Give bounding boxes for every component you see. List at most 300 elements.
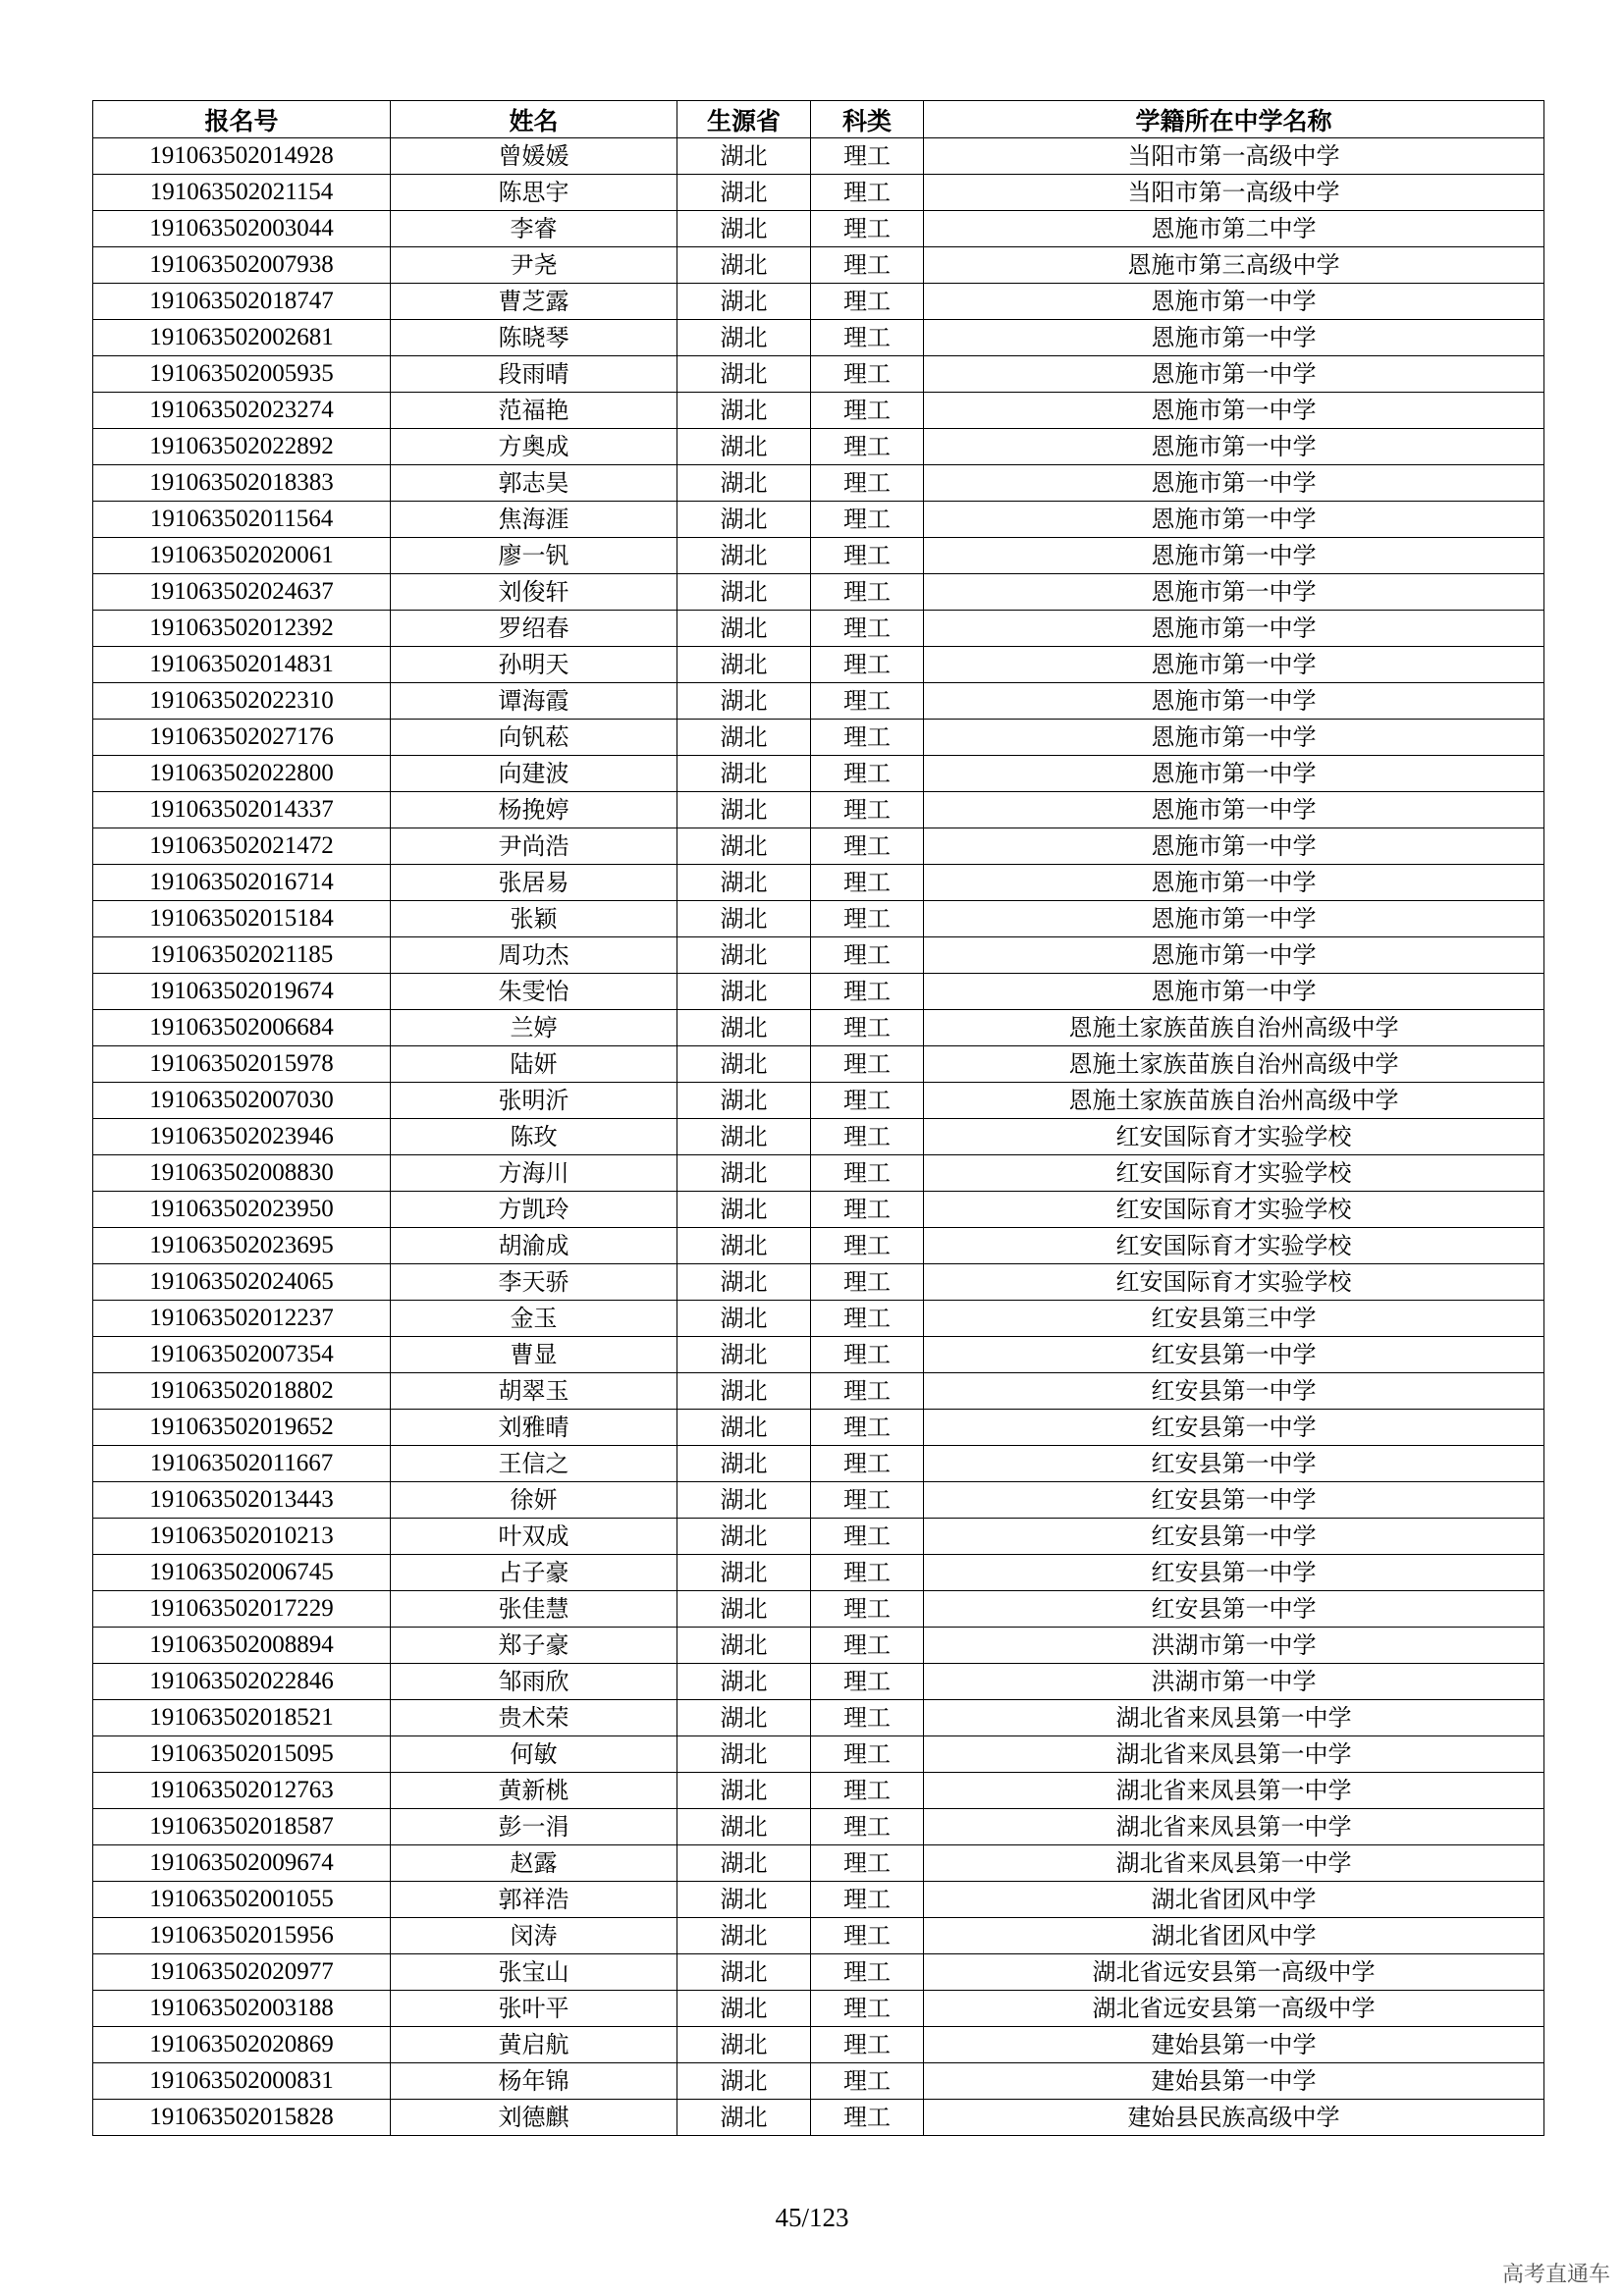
province-cell: 湖北 <box>677 465 811 502</box>
registration-number-cell: 191063502015095 <box>93 1736 391 1773</box>
name-cell: 周功杰 <box>391 937 677 974</box>
registration-number-cell: 191063502016714 <box>93 865 391 901</box>
school-cell: 湖北省团风中学 <box>924 1918 1544 1954</box>
table-row <box>93 465 1544 502</box>
registration-number-cell: 191063502018383 <box>93 465 391 502</box>
registration-number-cell: 191063502020977 <box>93 1954 391 1991</box>
school-cell: 当阳市第一高级中学 <box>924 138 1544 175</box>
name-cell: 王信之 <box>391 1446 677 1482</box>
category-cell: 理工 <box>811 1337 924 1373</box>
name-cell: 方海川 <box>391 1155 677 1192</box>
name-cell: 陈思宇 <box>391 175 677 211</box>
name-cell: 陈玫 <box>391 1119 677 1155</box>
province-cell: 湖北 <box>677 1628 811 1664</box>
school-cell: 恩施市第一中学 <box>924 683 1544 720</box>
school-cell: 恩施市第一中学 <box>924 538 1544 574</box>
table-row <box>93 1083 1544 1119</box>
category-cell: 理工 <box>811 1664 924 1700</box>
category-cell: 理工 <box>811 247 924 284</box>
name-cell: 胡渝成 <box>391 1228 677 1264</box>
table-row <box>93 1046 1544 1083</box>
school-cell: 红安县第一中学 <box>924 1555 1544 1591</box>
category-cell: 理工 <box>811 792 924 828</box>
school-cell: 红安国际育才实验学校 <box>924 1155 1544 1192</box>
registration-number-cell: 191063502007030 <box>93 1083 391 1119</box>
category-cell: 理工 <box>811 828 924 865</box>
registration-number-cell: 191063502017229 <box>93 1591 391 1628</box>
province-cell: 湖北 <box>677 429 811 465</box>
province-cell: 湖北 <box>677 138 811 175</box>
name-cell: 尹尚浩 <box>391 828 677 865</box>
category-cell: 理工 <box>811 211 924 247</box>
province-cell: 湖北 <box>677 647 811 683</box>
table-row <box>93 974 1544 1010</box>
school-cell: 洪湖市第一中学 <box>924 1664 1544 1700</box>
school-cell: 湖北省来凤县第一中学 <box>924 1736 1544 1773</box>
school-cell: 恩施市第一中学 <box>924 865 1544 901</box>
registration-number-cell: 191063502012763 <box>93 1773 391 1809</box>
header-province: 生源省 <box>677 101 811 138</box>
table-row <box>93 1155 1544 1192</box>
name-cell: 李睿 <box>391 211 677 247</box>
province-cell: 湖北 <box>677 1736 811 1773</box>
name-cell: 张颖 <box>391 901 677 937</box>
registration-number-cell: 191063502014831 <box>93 647 391 683</box>
registration-number-cell: 191063502018521 <box>93 1700 391 1736</box>
table-row <box>93 1010 1544 1046</box>
table-row <box>93 1373 1544 1410</box>
registration-number-cell: 191063502014337 <box>93 792 391 828</box>
registration-number-cell: 191063502020061 <box>93 538 391 574</box>
registration-number-cell: 191063502024065 <box>93 1264 391 1301</box>
registration-number-cell: 191063502012392 <box>93 611 391 647</box>
table-row <box>93 138 1544 175</box>
school-cell: 湖北省远安县第一高级中学 <box>924 1954 1544 1991</box>
school-cell: 红安县第一中学 <box>924 1482 1544 1519</box>
school-cell: 湖北省来凤县第一中学 <box>924 1773 1544 1809</box>
table-row <box>93 1664 1544 1700</box>
table-row <box>93 2063 1544 2100</box>
registration-number-cell: 191063502006745 <box>93 1555 391 1591</box>
name-cell: 廖一钒 <box>391 538 677 574</box>
table-row <box>93 2100 1544 2136</box>
school-cell: 恩施市第一中学 <box>924 974 1544 1010</box>
name-cell: 陈晓琴 <box>391 320 677 356</box>
province-cell: 湖北 <box>677 247 811 284</box>
registration-number-cell: 191063502021185 <box>93 937 391 974</box>
category-cell: 理工 <box>811 574 924 611</box>
province-cell: 湖北 <box>677 1446 811 1482</box>
table-row <box>93 1482 1544 1519</box>
province-cell: 湖北 <box>677 393 811 429</box>
registration-number-cell: 191063502005935 <box>93 356 391 393</box>
name-cell: 邹雨欣 <box>391 1664 677 1700</box>
table-row <box>93 1337 1544 1373</box>
name-cell: 李天骄 <box>391 1264 677 1301</box>
header-school: 学籍所在中学名称 <box>924 101 1544 138</box>
province-cell: 湖北 <box>677 1482 811 1519</box>
school-cell: 湖北省来凤县第一中学 <box>924 1809 1544 1845</box>
registration-number-cell: 191063502023695 <box>93 1228 391 1264</box>
school-cell: 恩施市第一中学 <box>924 574 1544 611</box>
school-cell: 恩施市第二中学 <box>924 211 1544 247</box>
category-cell: 理工 <box>811 937 924 974</box>
school-cell: 红安县第一中学 <box>924 1519 1544 1555</box>
name-cell: 叶双成 <box>391 1519 677 1555</box>
province-cell: 湖北 <box>677 1918 811 1954</box>
registration-number-cell: 191063502021154 <box>93 175 391 211</box>
registration-number-cell: 191063502002681 <box>93 320 391 356</box>
registration-number-cell: 191063502001055 <box>93 1882 391 1918</box>
province-cell: 湖北 <box>677 1228 811 1264</box>
name-cell: 朱雯怡 <box>391 974 677 1010</box>
province-cell: 湖北 <box>677 175 811 211</box>
school-cell: 恩施市第一中学 <box>924 429 1544 465</box>
category-cell: 理工 <box>811 1192 924 1228</box>
name-cell: 赵露 <box>391 1845 677 1882</box>
category-cell: 理工 <box>811 1918 924 1954</box>
province-cell: 湖北 <box>677 574 811 611</box>
school-cell: 红安县第一中学 <box>924 1373 1544 1410</box>
category-cell: 理工 <box>811 1519 924 1555</box>
province-cell: 湖北 <box>677 1373 811 1410</box>
category-cell: 理工 <box>811 2100 924 2136</box>
province-cell: 湖北 <box>677 1046 811 1083</box>
registration-number-cell: 191063502010213 <box>93 1519 391 1555</box>
registration-number-cell: 191063502020869 <box>93 2027 391 2063</box>
registration-number-cell: 191063502019674 <box>93 974 391 1010</box>
registration-number-cell: 191063502024637 <box>93 574 391 611</box>
registration-number-cell: 191063502018747 <box>93 284 391 320</box>
table-row <box>93 175 1544 211</box>
category-cell: 理工 <box>811 647 924 683</box>
registration-number-cell: 191063502023274 <box>93 393 391 429</box>
category-cell: 理工 <box>811 1228 924 1264</box>
registration-number-cell: 191063502003044 <box>93 211 391 247</box>
name-cell: 胡翠玉 <box>391 1373 677 1410</box>
name-cell: 刘雅晴 <box>391 1410 677 1446</box>
table-row <box>93 574 1544 611</box>
province-cell: 湖北 <box>677 2027 811 2063</box>
province-cell: 湖北 <box>677 865 811 901</box>
registration-number-cell: 191063502022846 <box>93 1664 391 1700</box>
category-cell: 理工 <box>811 1700 924 1736</box>
student-roster-table <box>92 100 1544 2136</box>
name-cell: 孙明天 <box>391 647 677 683</box>
school-cell: 恩施市第一中学 <box>924 284 1544 320</box>
table-row <box>93 1264 1544 1301</box>
school-cell: 恩施市第一中学 <box>924 756 1544 792</box>
registration-number-cell: 191063502018802 <box>93 1373 391 1410</box>
table-row <box>93 1591 1544 1628</box>
category-cell: 理工 <box>811 1046 924 1083</box>
province-cell: 湖北 <box>677 538 811 574</box>
registration-number-cell: 191063502012237 <box>93 1301 391 1337</box>
category-cell: 理工 <box>811 1882 924 1918</box>
registration-number-cell: 191063502000831 <box>93 2063 391 2100</box>
table-row <box>93 720 1544 756</box>
school-cell: 红安国际育才实验学校 <box>924 1228 1544 1264</box>
table-row <box>93 1991 1544 2027</box>
table-row <box>93 792 1544 828</box>
category-cell: 理工 <box>811 175 924 211</box>
name-cell: 郑子豪 <box>391 1628 677 1664</box>
registration-number-cell: 191063502023950 <box>93 1192 391 1228</box>
name-cell: 徐妍 <box>391 1482 677 1519</box>
province-cell: 湖北 <box>677 756 811 792</box>
category-cell: 理工 <box>811 974 924 1010</box>
school-cell: 恩施市第一中学 <box>924 356 1544 393</box>
province-cell: 湖北 <box>677 828 811 865</box>
category-cell: 理工 <box>811 1264 924 1301</box>
school-cell: 红安县第一中学 <box>924 1591 1544 1628</box>
name-cell: 贵术荣 <box>391 1700 677 1736</box>
table-row <box>93 247 1544 284</box>
name-cell: 曹显 <box>391 1337 677 1373</box>
registration-number-cell: 191063502015184 <box>93 901 391 937</box>
registration-number-cell: 191063502015828 <box>93 2100 391 2136</box>
table-row <box>93 393 1544 429</box>
table-row <box>93 1555 1544 1591</box>
name-cell: 罗绍春 <box>391 611 677 647</box>
header-category: 科类 <box>811 101 924 138</box>
province-cell: 湖北 <box>677 2063 811 2100</box>
province-cell: 湖北 <box>677 974 811 1010</box>
registration-number-cell: 191063502022800 <box>93 756 391 792</box>
category-cell: 理工 <box>811 865 924 901</box>
registration-number-cell: 191063502011564 <box>93 502 391 538</box>
school-cell: 当阳市第一高级中学 <box>924 175 1544 211</box>
school-cell: 恩施土家族苗族自治州高级中学 <box>924 1046 1544 1083</box>
category-cell: 理工 <box>811 465 924 502</box>
category-cell: 理工 <box>811 1845 924 1882</box>
category-cell: 理工 <box>811 2027 924 2063</box>
registration-number-cell: 191063502018587 <box>93 1809 391 1845</box>
table-row <box>93 1773 1544 1809</box>
table-row <box>93 1192 1544 1228</box>
name-cell: 闵涛 <box>391 1918 677 1954</box>
name-cell: 张宝山 <box>391 1954 677 1991</box>
school-cell: 红安县第一中学 <box>924 1446 1544 1482</box>
school-cell: 洪湖市第一中学 <box>924 1628 1544 1664</box>
school-cell: 湖北省来凤县第一中学 <box>924 1845 1544 1882</box>
table-row <box>93 284 1544 320</box>
registration-number-cell: 191063502027176 <box>93 720 391 756</box>
school-cell: 恩施土家族苗族自治州高级中学 <box>924 1010 1544 1046</box>
registration-number-cell: 191063502006684 <box>93 1010 391 1046</box>
school-cell: 恩施市第一中学 <box>924 320 1544 356</box>
name-cell: 范福艳 <box>391 393 677 429</box>
province-cell: 湖北 <box>677 901 811 937</box>
province-cell: 湖北 <box>677 1264 811 1301</box>
table-row <box>93 683 1544 720</box>
province-cell: 湖北 <box>677 1301 811 1337</box>
name-cell: 黄新桃 <box>391 1773 677 1809</box>
header-row <box>93 101 1544 138</box>
name-cell: 向建波 <box>391 756 677 792</box>
name-cell: 张居易 <box>391 865 677 901</box>
category-cell: 理工 <box>811 683 924 720</box>
name-cell: 何敏 <box>391 1736 677 1773</box>
province-cell: 湖北 <box>677 502 811 538</box>
category-cell: 理工 <box>811 1555 924 1591</box>
table-row <box>93 937 1544 974</box>
name-cell: 张明沂 <box>391 1083 677 1119</box>
name-cell: 兰婷 <box>391 1010 677 1046</box>
table-row <box>93 1845 1544 1882</box>
registration-number-cell: 191063502023946 <box>93 1119 391 1155</box>
name-cell: 方凯玲 <box>391 1192 677 1228</box>
category-cell: 理工 <box>811 1446 924 1482</box>
province-cell: 湖北 <box>677 1119 811 1155</box>
table-row <box>93 2027 1544 2063</box>
school-cell: 红安国际育才实验学校 <box>924 1264 1544 1301</box>
category-cell: 理工 <box>811 1155 924 1192</box>
category-cell: 理工 <box>811 1482 924 1519</box>
category-cell: 理工 <box>811 429 924 465</box>
category-cell: 理工 <box>811 320 924 356</box>
category-cell: 理工 <box>811 756 924 792</box>
table-row <box>93 320 1544 356</box>
province-cell: 湖北 <box>677 1700 811 1736</box>
school-cell: 恩施市第一中学 <box>924 465 1544 502</box>
table-row <box>93 538 1544 574</box>
category-cell: 理工 <box>811 1809 924 1845</box>
registration-number-cell: 191063502021472 <box>93 828 391 865</box>
table-row <box>93 901 1544 937</box>
school-cell: 恩施市第一中学 <box>924 937 1544 974</box>
name-cell: 刘德麒 <box>391 2100 677 2136</box>
registration-number-cell: 191063502022892 <box>93 429 391 465</box>
header-registration-number: 报名号 <box>93 101 391 138</box>
table-row <box>93 429 1544 465</box>
school-cell: 恩施市第一中学 <box>924 792 1544 828</box>
registration-number-cell: 191063502015956 <box>93 1918 391 1954</box>
category-cell: 理工 <box>811 1736 924 1773</box>
category-cell: 理工 <box>811 1591 924 1628</box>
name-cell: 方奥成 <box>391 429 677 465</box>
province-cell: 湖北 <box>677 1083 811 1119</box>
school-cell: 红安县第一中学 <box>924 1337 1544 1373</box>
category-cell: 理工 <box>811 393 924 429</box>
province-cell: 湖北 <box>677 1410 811 1446</box>
table-row <box>93 1954 1544 1991</box>
table-row <box>93 611 1544 647</box>
registration-number-cell: 191063502009674 <box>93 1845 391 1882</box>
name-cell: 杨挽婷 <box>391 792 677 828</box>
name-cell: 向钒菘 <box>391 720 677 756</box>
province-cell: 湖北 <box>677 1991 811 2027</box>
province-cell: 湖北 <box>677 1155 811 1192</box>
school-cell: 红安国际育才实验学校 <box>924 1119 1544 1155</box>
school-cell: 建始县民族高级中学 <box>924 2100 1544 2136</box>
registration-number-cell: 191063502022310 <box>93 683 391 720</box>
registration-number-cell: 191063502015978 <box>93 1046 391 1083</box>
province-cell: 湖北 <box>677 611 811 647</box>
name-cell: 焦海涯 <box>391 502 677 538</box>
table-row <box>93 1410 1544 1446</box>
table-row <box>93 1736 1544 1773</box>
table-row <box>93 1446 1544 1482</box>
category-cell: 理工 <box>811 611 924 647</box>
category-cell: 理工 <box>811 538 924 574</box>
table-row <box>93 756 1544 792</box>
category-cell: 理工 <box>811 1083 924 1119</box>
registration-number-cell: 191063502014928 <box>93 138 391 175</box>
category-cell: 理工 <box>811 1410 924 1446</box>
province-cell: 湖北 <box>677 284 811 320</box>
table-row <box>93 1918 1544 1954</box>
school-cell: 恩施市第三高级中学 <box>924 247 1544 284</box>
registration-number-cell: 191063502007938 <box>93 247 391 284</box>
name-cell: 黄启航 <box>391 2027 677 2063</box>
header-name: 姓名 <box>391 101 677 138</box>
name-cell: 陆妍 <box>391 1046 677 1083</box>
province-cell: 湖北 <box>677 1192 811 1228</box>
province-cell: 湖北 <box>677 356 811 393</box>
school-cell: 恩施市第一中学 <box>924 393 1544 429</box>
table-header <box>93 101 1544 138</box>
registration-number-cell: 191063502008894 <box>93 1628 391 1664</box>
province-cell: 湖北 <box>677 1664 811 1700</box>
province-cell: 湖北 <box>677 1773 811 1809</box>
name-cell: 段雨晴 <box>391 356 677 393</box>
name-cell: 谭海霞 <box>391 683 677 720</box>
name-cell: 张佳慧 <box>391 1591 677 1628</box>
school-cell: 湖北省团风中学 <box>924 1882 1544 1918</box>
category-cell: 理工 <box>811 1119 924 1155</box>
name-cell: 曹芝露 <box>391 284 677 320</box>
province-cell: 湖北 <box>677 211 811 247</box>
category-cell: 理工 <box>811 720 924 756</box>
registration-number-cell: 191063502019652 <box>93 1410 391 1446</box>
province-cell: 湖北 <box>677 320 811 356</box>
school-cell: 红安县第一中学 <box>924 1410 1544 1446</box>
school-cell: 恩施市第一中学 <box>924 611 1544 647</box>
table-row <box>93 1119 1544 1155</box>
name-cell: 占子豪 <box>391 1555 677 1591</box>
province-cell: 湖北 <box>677 792 811 828</box>
table-row <box>93 1519 1544 1555</box>
table-row <box>93 211 1544 247</box>
name-cell: 刘俊轩 <box>391 574 677 611</box>
province-cell: 湖北 <box>677 1555 811 1591</box>
name-cell: 郭祥浩 <box>391 1882 677 1918</box>
school-cell: 建始县第一中学 <box>924 2027 1544 2063</box>
name-cell: 杨年锦 <box>391 2063 677 2100</box>
province-cell: 湖北 <box>677 1845 811 1882</box>
table-row <box>93 865 1544 901</box>
province-cell: 湖北 <box>677 720 811 756</box>
school-cell: 恩施土家族苗族自治州高级中学 <box>924 1083 1544 1119</box>
table-row <box>93 1809 1544 1845</box>
registration-number-cell: 191063502008830 <box>93 1155 391 1192</box>
province-cell: 湖北 <box>677 683 811 720</box>
province-cell: 湖北 <box>677 1954 811 1991</box>
school-cell: 红安国际育才实验学校 <box>924 1192 1544 1228</box>
registration-number-cell: 191063502007354 <box>93 1337 391 1373</box>
school-cell: 恩施市第一中学 <box>924 647 1544 683</box>
registration-number-cell: 191063502013443 <box>93 1482 391 1519</box>
table-row <box>93 828 1544 865</box>
category-cell: 理工 <box>811 901 924 937</box>
registration-number-cell: 191063502011667 <box>93 1446 391 1482</box>
province-cell: 湖北 <box>677 937 811 974</box>
school-cell: 建始县第一中学 <box>924 2063 1544 2100</box>
name-cell: 郭志昊 <box>391 465 677 502</box>
table-row <box>93 1628 1544 1664</box>
category-cell: 理工 <box>811 284 924 320</box>
